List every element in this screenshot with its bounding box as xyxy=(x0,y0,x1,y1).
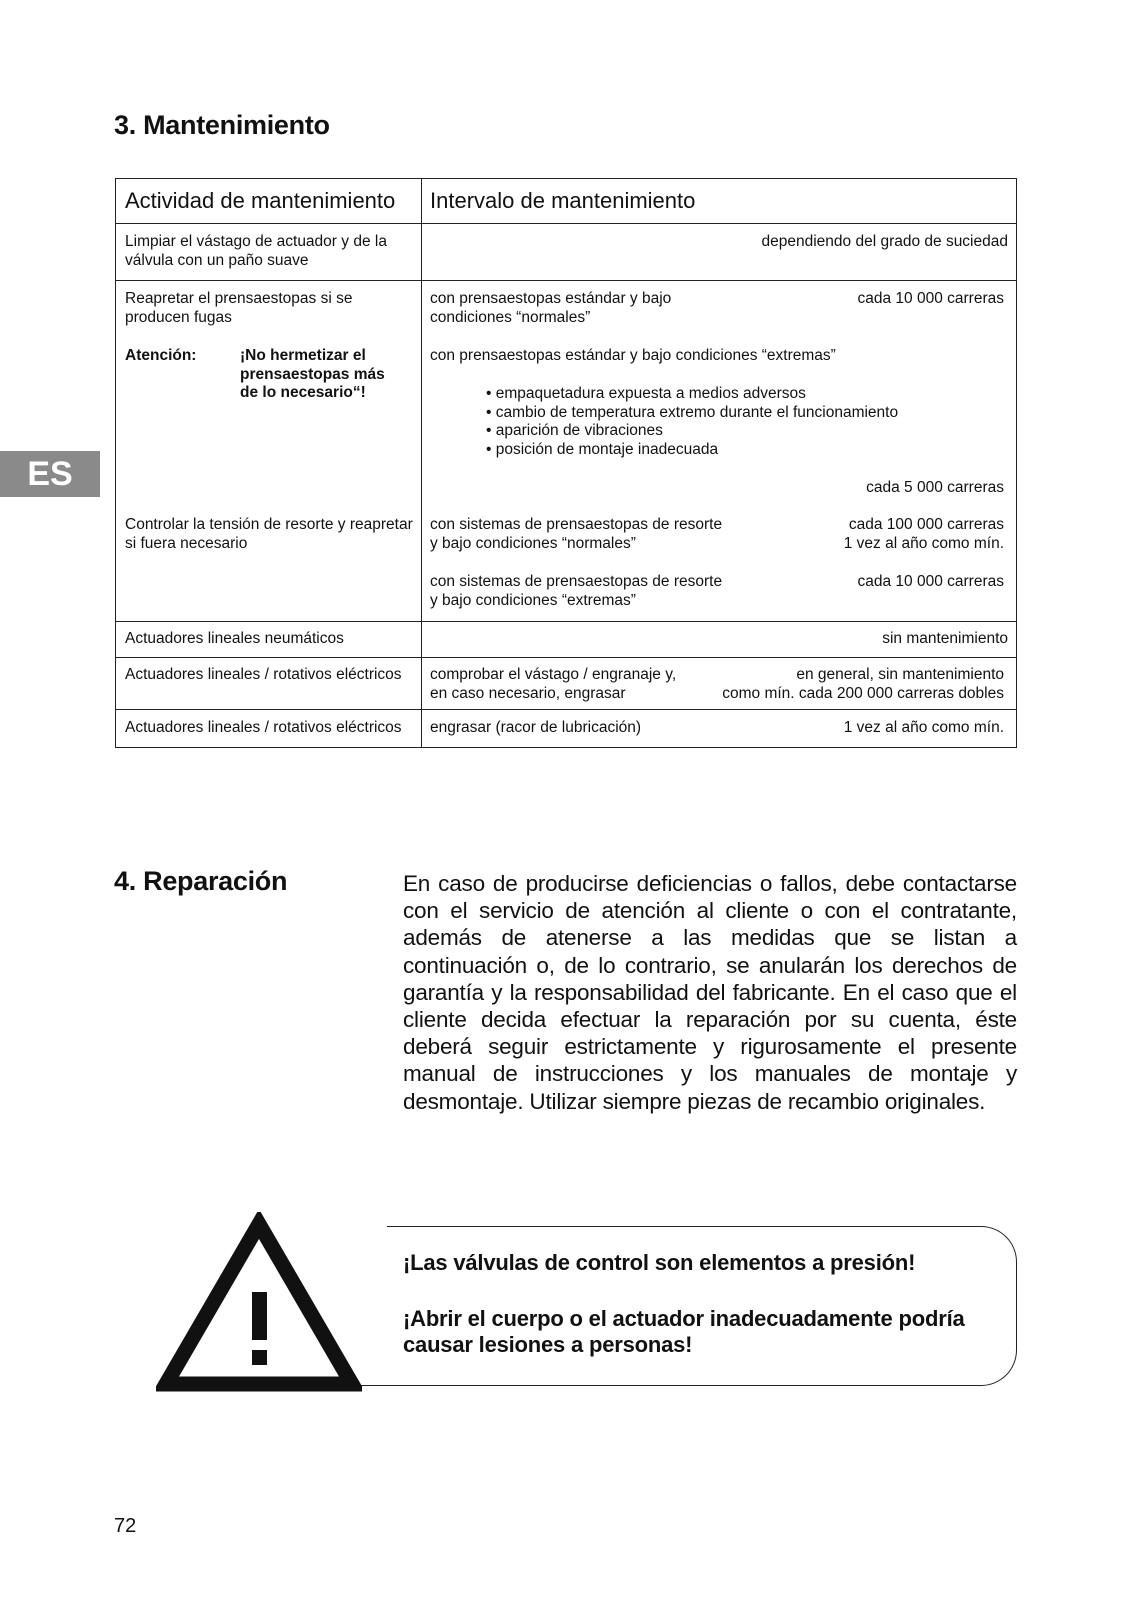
table-cell-value: cada 10 000 carreras xyxy=(857,290,1004,307)
column-header-activity: Actividad de mantenimiento xyxy=(125,188,396,213)
column-divider xyxy=(421,179,422,747)
table-cell-interval: sin mantenimiento xyxy=(882,630,1008,647)
language-tab: ES xyxy=(0,451,100,497)
maintenance-table xyxy=(115,178,1017,748)
table-cell-activity: Reapretar el prensaestopas si se producen fugas xyxy=(125,290,353,326)
table-cell-value: cada 100 000 carreras 1 vez al año como mín. xyxy=(843,516,1004,552)
table-cell-value: cada 10 000 carreras xyxy=(857,573,1004,590)
attention-label: Atención: xyxy=(125,347,197,364)
list-item: • posición de montaje inadecuada xyxy=(486,440,719,458)
row-divider xyxy=(116,709,1016,710)
condition-bullet-list xyxy=(486,385,898,459)
row-divider xyxy=(116,223,1016,224)
repair-paragraph: En caso de producirse deficiencias o fallos, debe contactarse con el servicio de atención al cliente o con el contratante, además de atenerse a las medidas que se listan a continuación o, de lo contrario, se anularán los derechos de garantía y la responsabilidad del fabricante. En el caso que el cliente decida efectuar la reparación por su cuenta, éste deberá seguir estrictamente y rigurosamente el presente manual de instrucciones y los manuales de montaje y desmontaje. Utilizar siempre piezas de recambio originales. xyxy=(403,871,1017,1114)
table-cell-interval: dependiendo del grado de suciedad xyxy=(761,233,1008,250)
warning-line-1: ¡Las válvulas de control son elementos a presión! xyxy=(403,1250,916,1275)
repair-heading: 4. Reparación xyxy=(114,866,288,896)
table-cell-value: 1 vez al año como mín. xyxy=(843,719,1004,736)
row-divider xyxy=(116,280,1016,281)
warning-triangle-icon xyxy=(156,1212,362,1396)
table-cell-activity: Actuadores lineales / rotativos eléctricos xyxy=(125,666,402,683)
row-divider xyxy=(116,657,1016,658)
maintenance-heading: 3. Mantenimiento xyxy=(114,110,330,140)
row-divider xyxy=(116,621,1016,622)
warning-line-2: ¡Abrir el cuerpo o el actuador inadecuadamente podría causar lesiones a personas! xyxy=(403,1306,965,1357)
table-cell-condition: comprobar el vástago / engranaje y, en caso necesario, engrasar xyxy=(430,666,677,702)
table-cell-activity: Actuadores lineales neumáticos xyxy=(125,630,344,647)
table-cell-activity: Limpiar el vástago de actuador y de la válvula con un paño suave xyxy=(125,233,387,269)
list-item: • aparición de vibraciones xyxy=(486,422,663,439)
table-cell-condition: engrasar (racor de lubricación) xyxy=(430,719,642,736)
table-cell-activity: Controlar la tensión de resorte y reapretar si fuera necesario xyxy=(125,516,413,552)
table-cell-value: en general, sin mantenimiento como mín. cada 200 000 carreras dobles xyxy=(722,666,1004,702)
table-cell-condition: con sistemas de prensaestopas de resorte y bajo condiciones “normales” xyxy=(430,516,723,552)
attention-note: ¡No hermetizar el prensaestopas más de lo necesario“! xyxy=(240,347,385,401)
list-item: • empaquetadura expuesta a medios adversos xyxy=(486,385,806,402)
table-cell-condition: con prensaestopas estándar y bajo condiciones “extremas” xyxy=(430,347,836,364)
table-cell-activity: Actuadores lineales / rotativos eléctricos xyxy=(125,719,402,736)
table-cell-value: cada 5 000 carreras xyxy=(866,479,1004,496)
table-cell-condition: con sistemas de prensaestopas de resorte y bajo condiciones “extremas” xyxy=(430,573,723,609)
column-header-interval: Intervalo de mantenimiento xyxy=(430,188,696,213)
page-number: 72 xyxy=(114,1515,137,1537)
list-item: • cambio de temperatura extremo durante el funcionamiento xyxy=(486,403,899,421)
table-cell-condition: con prensaestopas estándar y bajo condiciones “normales” xyxy=(430,290,672,326)
